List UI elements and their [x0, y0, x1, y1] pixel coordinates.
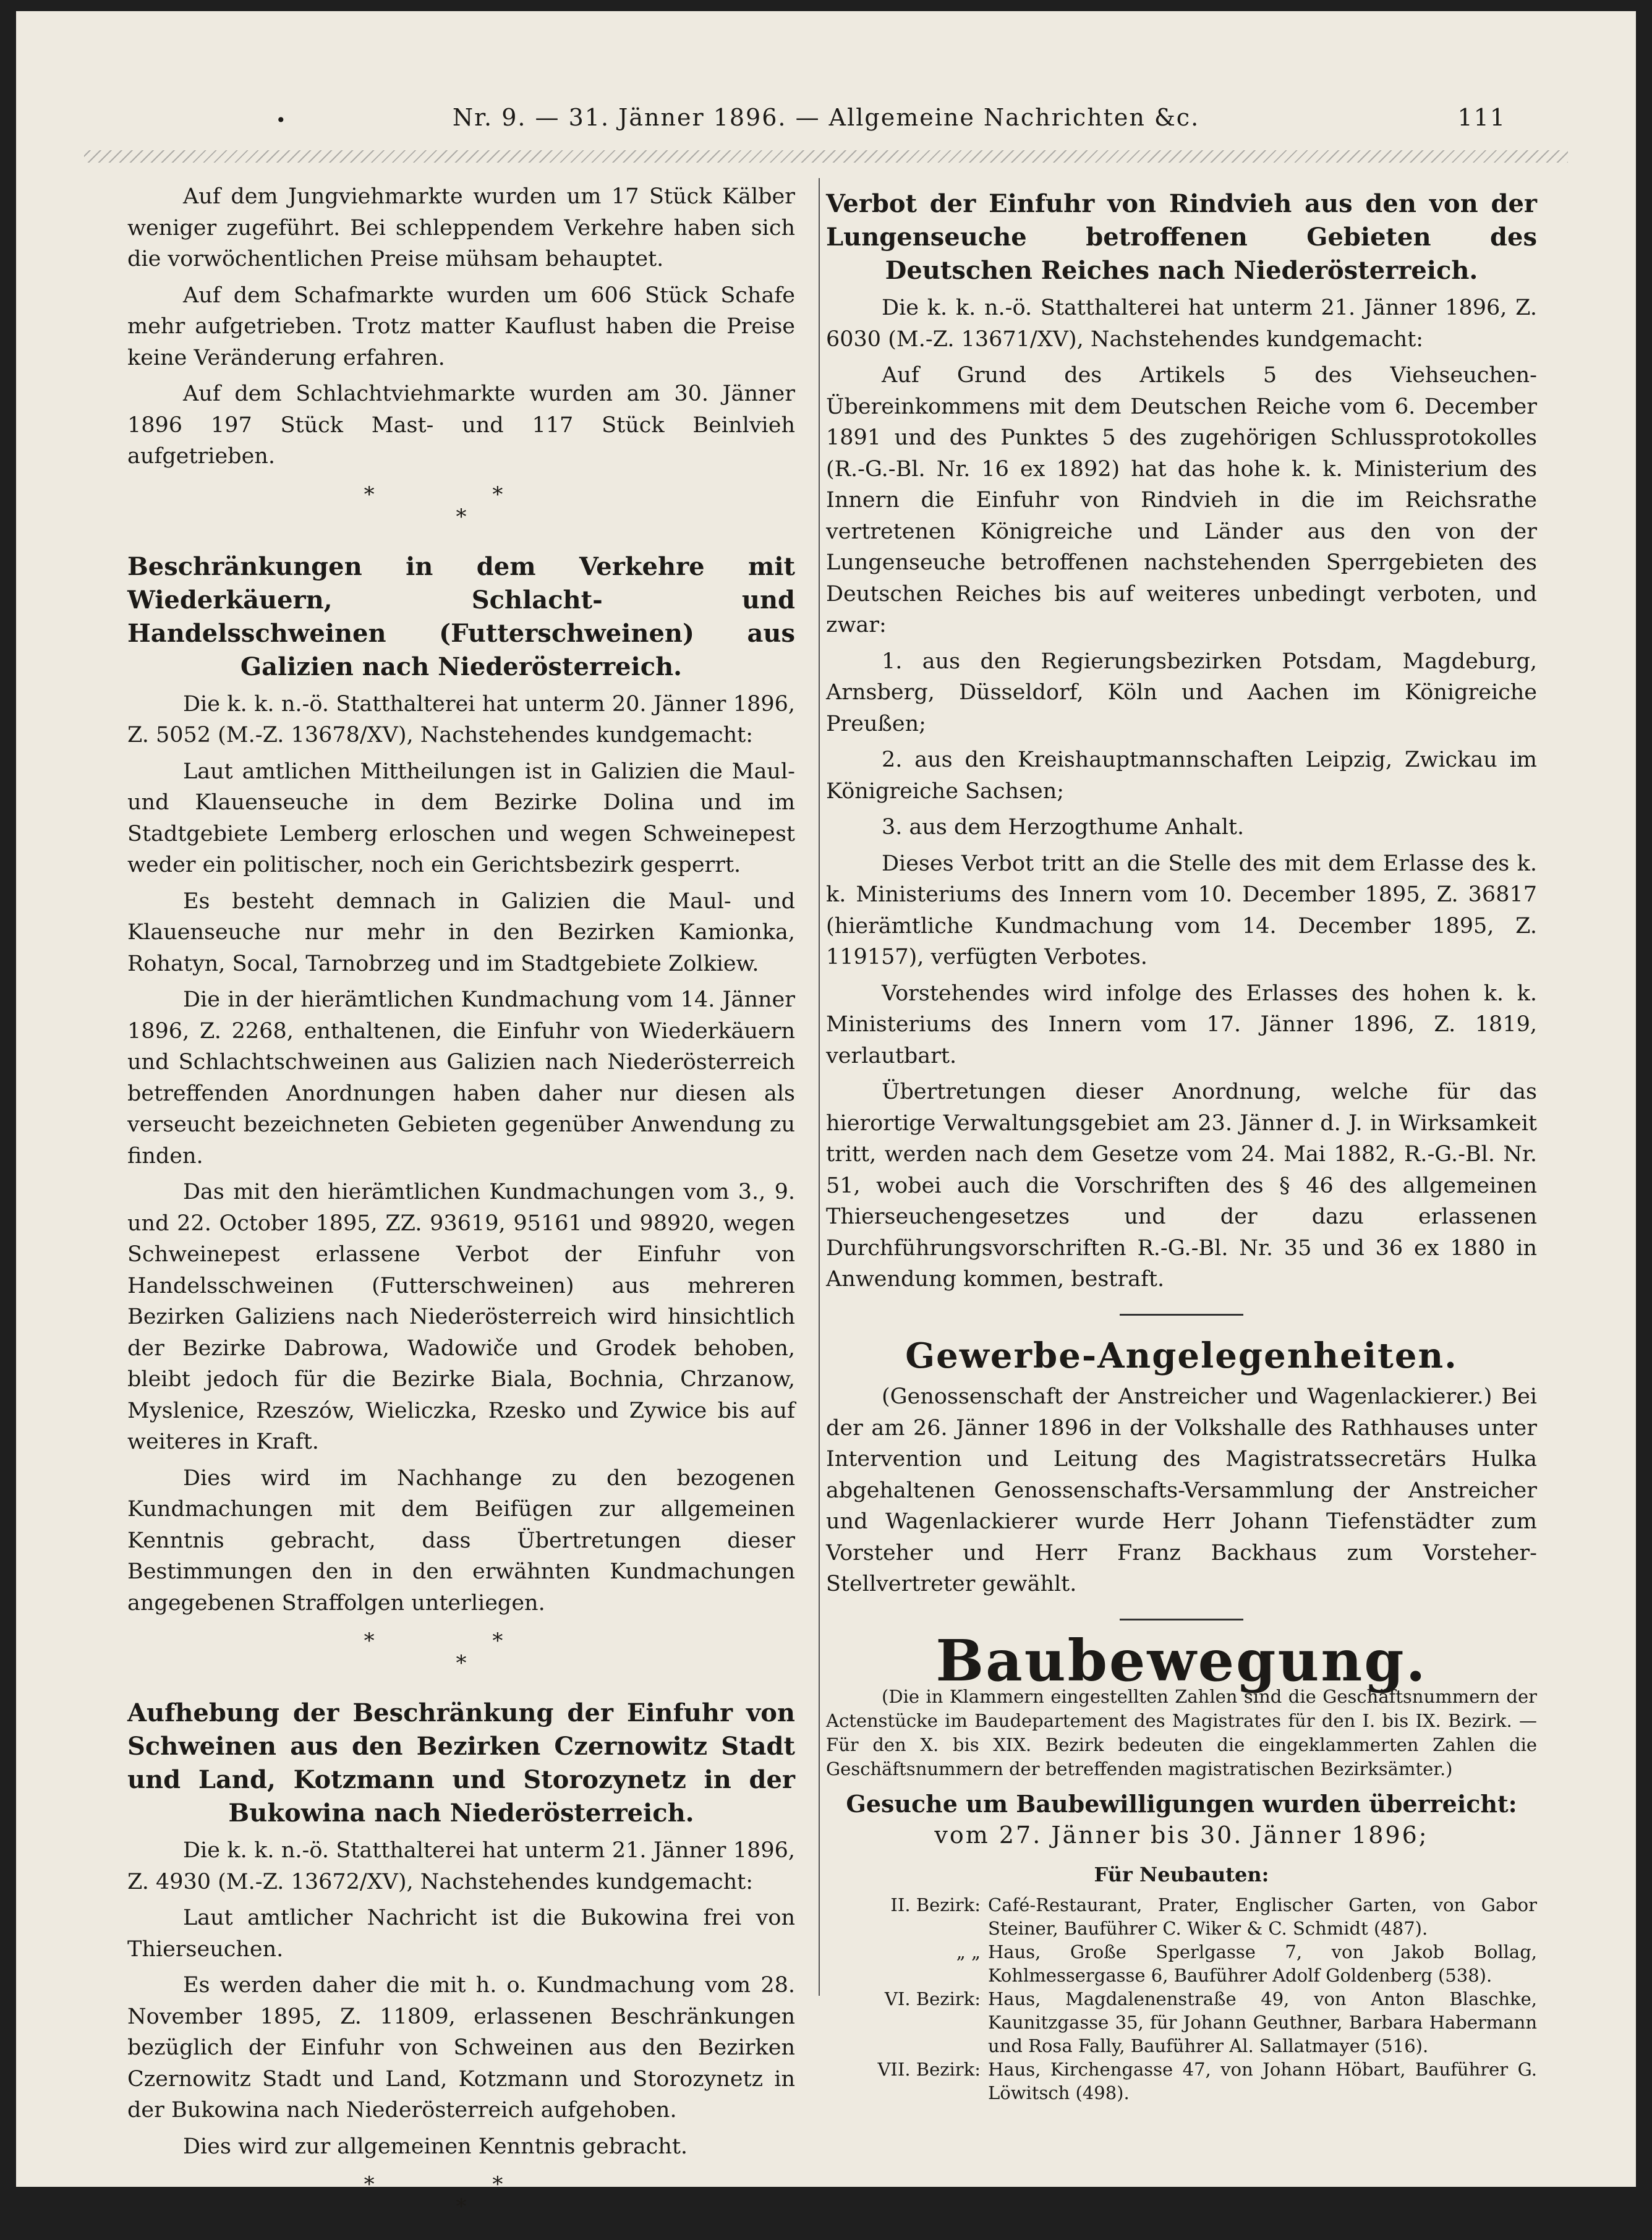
- paragraph: Die k. k. n.-ö. Statthalterei hat unterm 21. Jänner 1896, Z. 4930 (M.-Z. 13672/XV), Nachstehendes kundgemacht:: [127, 1838, 795, 1894]
- section-stars: * * *: [364, 482, 559, 529]
- paragraph: Übertretungen dieser Anordnung, welche für das hierortige Verwaltungsgebiet am 23. Jänner d. J. in Wirksamkeit tritt, werden nach dem Gesetze vom 24. Mai 1882, R.-G.-Bl. Nr. 51, wobei auch die Vorschriften des § 46 des allgemeinen Thierseuchengesetzes und der dazu erlassenen Durchführungsvorschriften R.-G.-Bl. Nr. 35 und 36 ex 1880 in Anwendung kommen, bestraft.: [826, 1080, 1537, 1292]
- section-rule: [1120, 1619, 1243, 1620]
- paragraph: Laut amtlichen Mittheilungen ist in Galizien die Maul- und Klauenseuche in dem Bezirke Dolina und im Stadtgebiete Lemberg erloschen und wegen Schweinepest weder ein politischer, noch ein Gerichtsbezirk gesperrt.: [127, 759, 795, 877]
- header-wavy-rule: [84, 150, 1568, 163]
- column-divider: [819, 178, 820, 1996]
- paragraph: Es werden daher die mit h. o. Kundmachung vom 28. November 1895, Z. 11809, erlassenen Beschränkungen bezüglich der Einfuhr von Schweinen aus den Bezirken Czernowitz Stadt und Land, Kotzmann und Storozynetz in der Bukowina nach Niederösterreich aufgehoben.: [127, 1973, 795, 2123]
- entry-text: Café-Restaurant, Prater, Englischer Garten, von Gabor Steiner, Bauführer C. Wiker & C. Schmidt (487).: [988, 1894, 1537, 1939]
- header-title: Nr. 9. — 31. Jänner 1896. — Allgemeine Nachrichten &c.: [452, 104, 1200, 131]
- page-number: 111: [1457, 104, 1506, 131]
- section-title-large: Baubewegung.: [935, 1627, 1428, 1694]
- category-heading: Für Neubauten:: [1094, 1863, 1269, 1886]
- paragraph: Dieses Verbot tritt an die Stelle des mit dem Erlasse des k. k. Ministeriums des Innern vom 10. December 1895, Z. 36817 (hierämtliche Kundmachung vom 14. December 1895, Z. 119157), verfügten Verbotes.: [826, 851, 1537, 969]
- entry-text: Haus, Kirchengasse 47, von Johann Höbart, Bauführer G. Löwitsch (498).: [988, 2058, 1537, 2103]
- paragraph: Auf dem Schafmarkte wurden um 606 Stück Schafe mehr aufgetrieben. Trotz matter Kauflust haben die Preise keine Veränderung erfahren.: [127, 283, 795, 370]
- list-item: 2. aus den Kreishauptmannschaften Leipzig, Zwickau im Königreiche Sachsen;: [826, 747, 1537, 804]
- paragraph: Die k. k. n.-ö. Statthalterei hat unterm 20. Jänner 1896, Z. 5052 (M.-Z. 13678/XV), Nachstehendes kundgemacht:: [127, 691, 795, 747]
- paragraph: Auf dem Jungviehmarkte wurden um 17 Stück Kälber weniger zugeführt. Bei schleppendem Verkehre haben sich die vorwöchentlichen Preise mühsam behauptet.: [127, 184, 795, 271]
- paragraph: Vorstehendes wird infolge des Erlasses des hohen k. k. Ministeriums des Innern vom 17. Jänner 1896, Z. 1819, verlautbart.: [826, 981, 1537, 1068]
- entry-text: Haus, Große Sperlgasse 7, von Jakob Bollag, Kohlmessergasse 6, Bauführer Adolf Goldenberg (538).: [988, 1941, 1537, 1986]
- list-item: [826, 1893, 1537, 1940]
- paragraph: (Genossenschaft der Anstreicher und Wagenlackierer.) Bei der am 26. Jänner 1896 in der Volkshalle des Rathhauses unter Intervention und Leitung des Magistratssecretärs Hulka abgehaltenen Genossenschafts-Versammlung der Anstreicher und Wagenlackierer wurde Herr Johann Tiefenstädter zum Vorsteher und Herr Franz Backhaus zum Vorsteher-Stellvertreter gewählt.: [826, 1384, 1537, 1596]
- entry-label: II. Bezirk:: [890, 1894, 981, 1915]
- section-stars: * * *: [364, 1629, 559, 1676]
- paragraph: Dies wird im Nachhange zu den bezogenen Kundmachungen mit dem Beifügen zur allgemeinen Kenntnis gebracht, dass Übertretungen dieser Bestimmungen den in den erwähnten Kundmachungen angegebenen Straffolgen unterliegen.: [127, 1465, 795, 1616]
- paragraph: Laut amtlicher Nachricht ist die Bukowina frei von Thierseuchen.: [127, 1906, 795, 1962]
- paragraph: Es besteht demnach in Galizien die Maul- und Klauenseuche nur mehr in den Bezirken Kamionka, Rohatyn, Socal, Tarnobrzeg und im Stadtgebiete Zolkiew.: [127, 888, 795, 976]
- list-item: 3. aus dem Herzogthume Anhalt.: [882, 815, 1245, 840]
- left-column: [127, 181, 795, 2240]
- article-heading: Aufhebung der Beschränkung der Einfuhr von Schweinen aus den Bezirken Czernowitz Stadt und Land, Kotzmann und Storozynetz in der Bukowina nach Niederösterreich.: [127, 1698, 795, 1828]
- note-paragraph: (Die in Klammern eingestellten Zahlen sind die Geschäftsnummern der Actenstücke im Baudepartement des Magistrates für den I. bis IX. Bezirk. — Für den X. bis XIX. Bezirk bedeuten die eingeklammerten Zahlen die Geschäftsnummern der betreffenden magistratischen Bezirksämter.): [826, 1686, 1537, 1779]
- list-item: [826, 1940, 1537, 1987]
- list-item: [826, 1987, 1537, 2058]
- paragraph: Auf Grund des Artikels 5 des Viehseuchen-Übereinkommens mit dem Deutschen Reiche vom 6. December 1891 und des Punktes 5 des zugehörigen Schlussprotokolles (R.-G.-Bl. Nr. 16 ex 1892) hat das hohe k. k. Ministerium des Innern die Einfuhr von Rindvieh in die im Reichsrathe vertretenen Königreiche und Länder aus den von der Lungenseuche betroffenen nachstehenden Sperrgebieten des Deutschen Reiches bis auf weiteres unbedingt verboten, und zwar:: [826, 363, 1537, 637]
- list-item: 1. aus den Regierungsbezirken Potsdam, Magdeburg, Arnsberg, Düsseldorf, Köln und Aachen im Königreiche Preußen;: [826, 649, 1537, 736]
- paragraph: Das mit den hierämtlichen Kundmachungen vom 3., 9. und 22. October 1895, ZZ. 93619, 95161 und 98920, wegen Schweinepest erlassene Verbot der Einfuhr von Handelsschweinen (Futterschweinen) aus mehreren Bezirken Galiziens nach Niederösterreich wird hinsichtlich der Bezirke Dabrowa, Wadowiče und Grodek behoben, bleibt jedoch für die Bezirke Biala, Bochnia, Chrzanow, Myslenice, Rzeszów, Wieliczka, Rzesko und Zywice bis auf weiteres in Kraft.: [127, 1180, 795, 1454]
- section-rule: [1120, 1314, 1243, 1316]
- paragraph: Die in der hierämtlichen Kundmachung vom 14. Jänner 1896, Z. 2268, enthaltenen, die Einfuhr von Wiederkäuern und Schlachtschweinen aus Galizien nach Niederösterreich betreffenden Anordnungen haben daher nur diesen als verseucht bezeichneten Gebieten gegenüber Anwendung zu finden.: [127, 987, 795, 1169]
- entry-label: VI. Bezirk:: [884, 1988, 981, 2009]
- article-heading: Verbot der Einfuhr von Rindvieh aus den von der Lungenseuche betroffenen Gebieten des Deutschen Reiches nach Niederösterreich.: [826, 189, 1537, 285]
- header-dot: •: [276, 110, 287, 130]
- paragraph: Dies wird zur allgemeinen Kenntnis gebracht.: [183, 2134, 688, 2159]
- paragraph: Auf dem Schlachtviehmarkte wurden am 30. Jänner 1896 197 Stück Mast- und 117 Stück Beinlvieh aufgetrieben.: [127, 381, 795, 469]
- entry-text: Haus, Magdalenenstraße 49, von Anton Blaschke, Kaunitzgasse 35, für Johann Geuthner, Barbara Habermann und Rosa Fally, Bauführer Al. Sallatmayer (516).: [988, 1988, 1537, 2056]
- section-title: Gewerbe-Angelegenheiten.: [905, 1335, 1458, 1376]
- entry-label: VII. Bezirk:: [877, 2058, 981, 2080]
- paragraph: Die k. k. n.-ö. Statthalterei hat unterm 21. Jänner 1896, Z. 6030 (M.-Z. 13671/XV), Nachstehendes kundgemacht:: [826, 296, 1537, 352]
- newspaper-page: [16, 11, 1636, 2219]
- subheading: Gesuche um Baubewilligungen wurden überreicht:: [846, 1790, 1517, 1818]
- entry-label: „ „: [956, 1941, 981, 1962]
- date-range: vom 27. Jänner bis 30. Jänner 1896;: [934, 1821, 1429, 1849]
- page-header: [16, 104, 1636, 147]
- right-column: [826, 181, 1537, 2105]
- article-heading: Beschränkungen in dem Verkehre mit Wiederkäuern, Schlacht- und Handelsschweinen (Futterschweinen) aus Galizien nach Niederösterreich.: [127, 551, 795, 681]
- list-item: [826, 2058, 1537, 2105]
- section-stars: * * *: [364, 2172, 559, 2219]
